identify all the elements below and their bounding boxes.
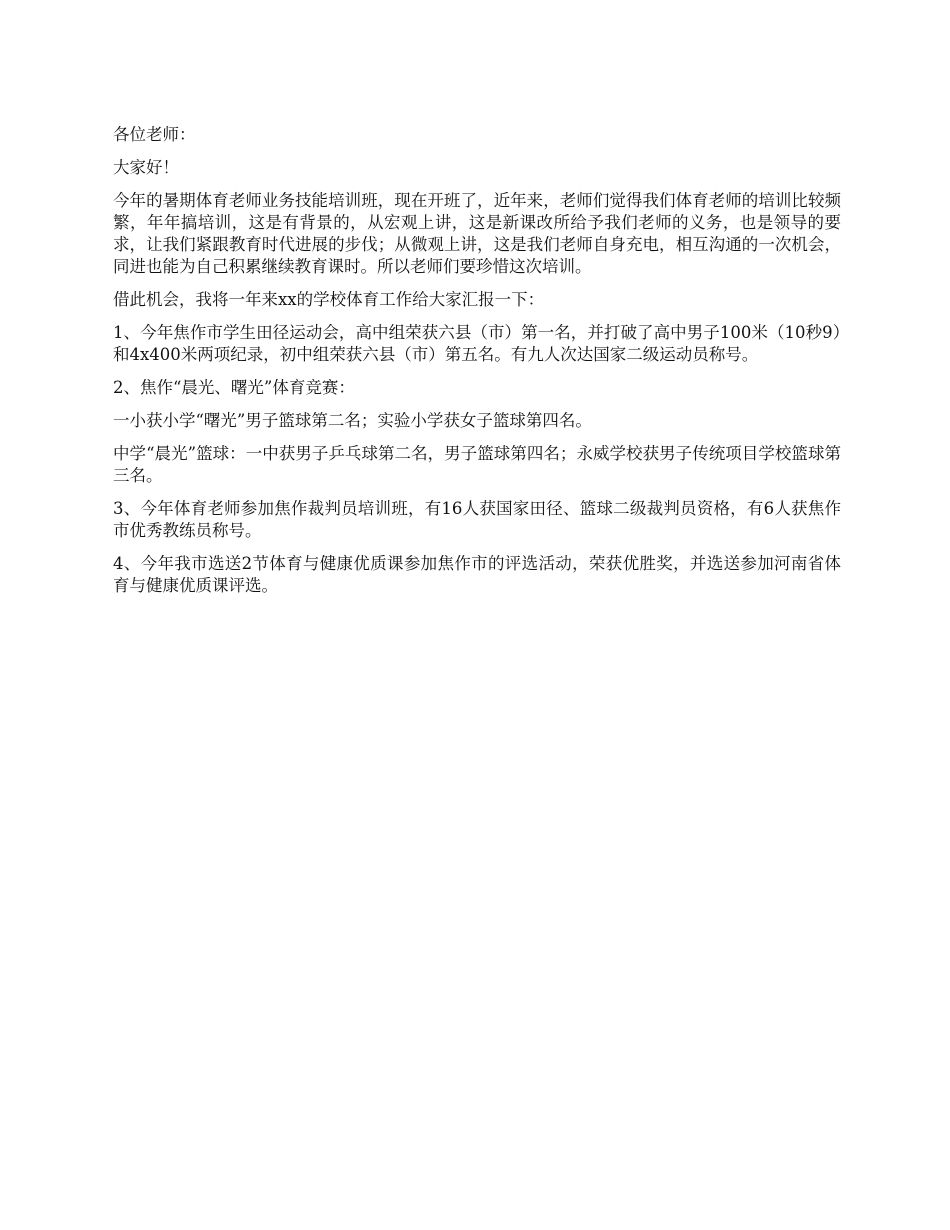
salutation: 各位老师： bbox=[113, 125, 196, 144]
report-item-2: 2、焦作“晨光、曙光”体育竞赛： bbox=[113, 378, 355, 397]
report-lead-in: 借此机会，我将一年来xx的学校体育工作给大家汇报一下： bbox=[113, 290, 545, 309]
greeting: 大家好！ bbox=[113, 158, 179, 177]
intro-paragraph: 今年的暑期体育老师业务技能培训班，现在开班了，近年来，老师们觉得我们体育老师的培训比较频繁，年年搞培训，这是有背景的，从宏观上讲，这是新课改所给予我们老师的义务，也是领导的要求，让我们紧跟教育时代进展的步伐；从微观上讲，这是我们老师自身充电，相互沟通的一次机会，同进也能为自己积累继续教育课时。所以老师们要珍惜这次培训。 bbox=[113, 191, 841, 276]
report-item-2-primary: 一小获小学“曙光”男子篮球第二名；实验小学获女子篮球第四名。 bbox=[113, 411, 592, 430]
report-item-4: 4、今年我市选送2节体育与健康优质课参加焦作市的评选活动，荣获优胜奖，并选送参加河南省体育与健康优质课评选。 bbox=[113, 554, 841, 595]
report-item-2-secondary: 中学“晨光”篮球：一中获男子乒乓球第二名，男子篮球第四名；永威学校获男子传统项目学校篮球第三名。 bbox=[113, 444, 841, 485]
report-item-3: 3、今年体育老师参加焦作裁判员培训班，有16人获国家田径、篮球二级裁判员资格，有6人获焦作市优秀教练员称号。 bbox=[113, 499, 841, 540]
report-item-1: 1、今年焦作市学生田径运动会，高中组荣获六县（市）第一名，并打破了高中男子100米（10秒9）和4x400米两项纪录，初中组荣获六县（市）第五名。有九人次达国家二级运动员称号。 bbox=[113, 323, 841, 364]
document-body bbox=[113, 124, 841, 608]
